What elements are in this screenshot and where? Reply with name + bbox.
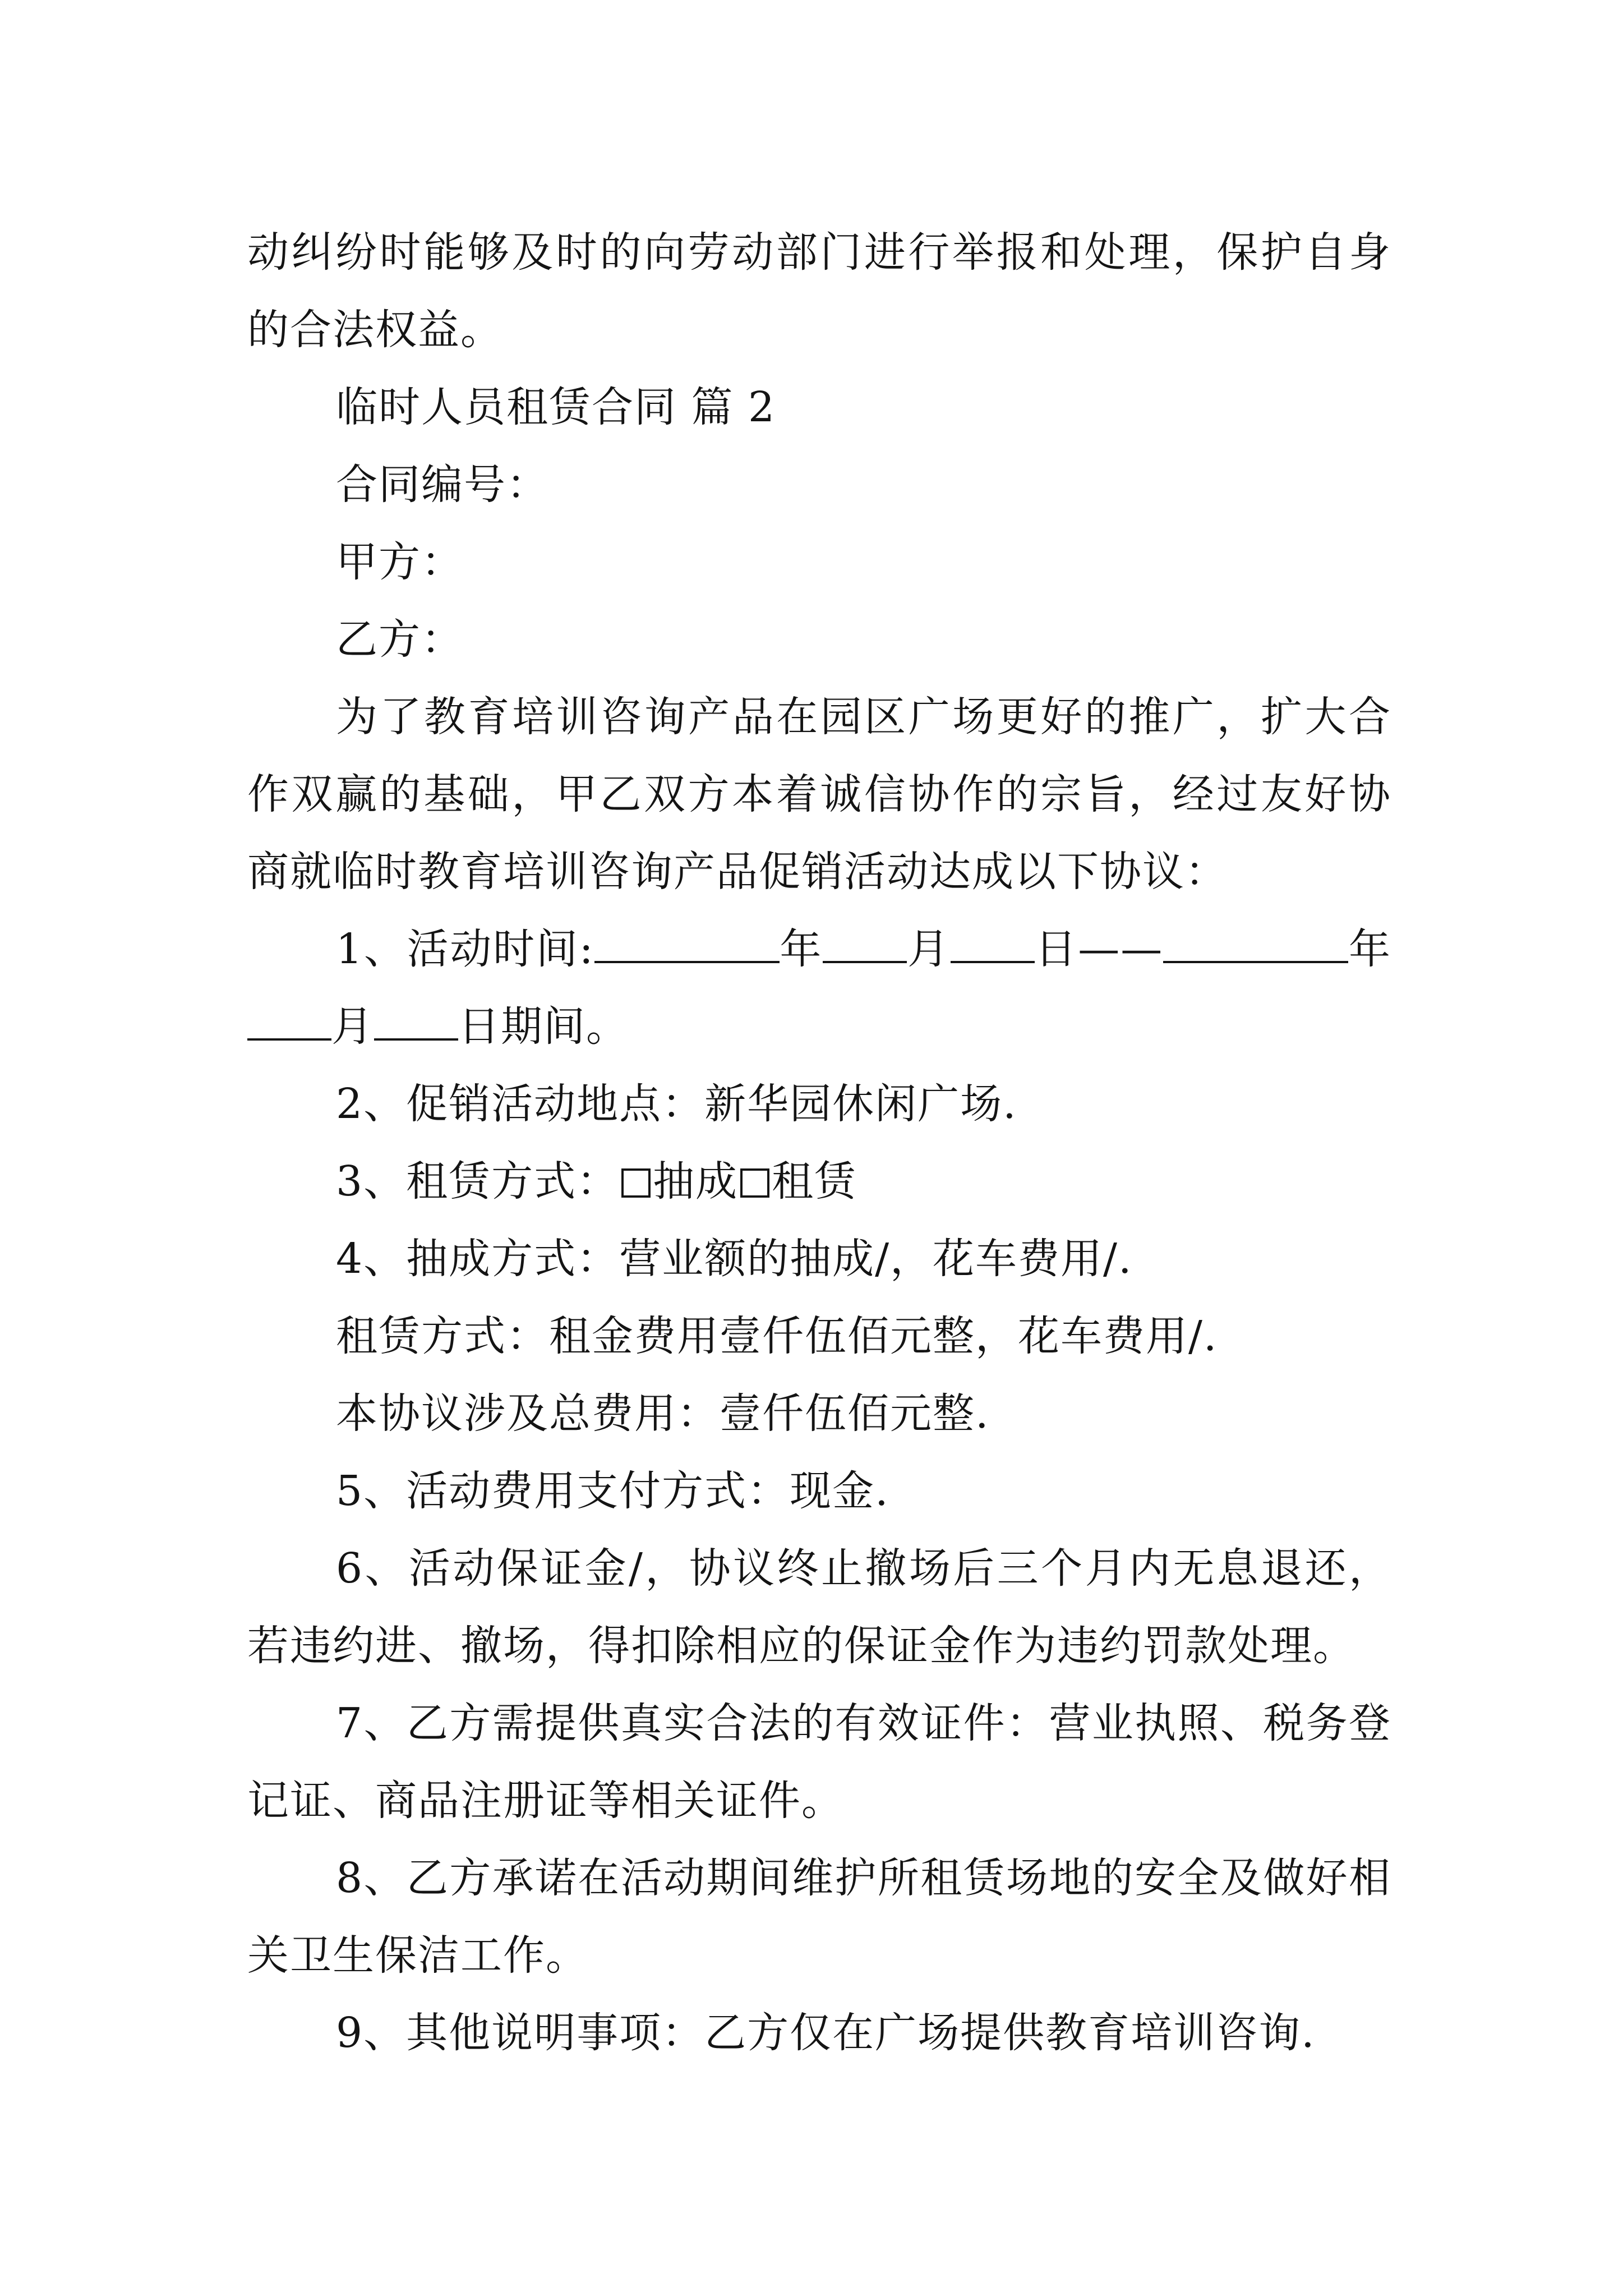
item-9-other: 9、其他说明事项：乙方仅在广场提供教育培训咨询. (336, 2009, 1316, 2057)
commission-checkbox[interactable] (621, 1168, 651, 1198)
item-7-certificates: 7、乙方需提供真实合法的有效证件：营业执照、税务登记证、商品注册证等相关证件。 (247, 1699, 1391, 1825)
lease-option-label: 租赁 (772, 1157, 857, 1205)
year-label: 年 (779, 925, 823, 973)
section-title: 临时人员租赁合同 篇 2 (336, 383, 776, 431)
commission-option-label: 抽成 (653, 1157, 739, 1205)
blank-year-start (594, 927, 780, 963)
item-3-lease-mode (247, 1143, 1391, 1220)
paragraph-continued: 动纠纷时能够及时的向劳动部门进行举报和处理，保护自身的合法权益。 (247, 228, 1391, 354)
party-b-line: 乙方： (336, 615, 464, 664)
item-4-lease: 租赁方式：租金费用壹仟伍佰元整，花车费用/. (336, 1312, 1218, 1360)
contract-number-line: 合同编号： (336, 461, 549, 509)
item-4-total: 本协议涉及总费用：壹仟伍佰元整. (336, 1389, 990, 1438)
item-8-safety: 8、乙方承诺在活动期间维护所租赁场地的安全及做好相关卫生保洁工作。 (247, 1854, 1391, 1980)
item-5-payment: 5、活动费用支付方式：现金. (336, 1467, 889, 1515)
item-3-label: 3、租赁方式： (336, 1157, 620, 1205)
lease-checkbox[interactable] (740, 1168, 769, 1198)
party-a-line: 甲方： (336, 538, 464, 586)
item-6-deposit: 6、活动保证金/，协议终止撤场后三个月内无息退还，若违约进、撤场，得扣除相应的保证金作为违约罚款处理。 (247, 1544, 1391, 1670)
blank-day-start (951, 927, 1035, 963)
document-body (247, 214, 1391, 2072)
blank-month-end (247, 1005, 331, 1041)
blank-month-start (823, 927, 907, 963)
month-label-2: 月 (331, 1002, 374, 1051)
blank-day-end (374, 1005, 458, 1041)
item-2-location: 2、促销活动地点：新华园休闲广场. (336, 1080, 1017, 1128)
item-1-activity-time (247, 910, 1391, 1065)
month-label: 月 (907, 925, 951, 973)
item-4-commission: 4、抽成方式：营业额的抽成/，花车费用/. (336, 1235, 1133, 1283)
period-end-label: 日期间。 (458, 1002, 629, 1051)
year-label-2: 年 (1348, 925, 1392, 973)
item-1-label: 1、活动时间: (336, 925, 594, 973)
blank-year-end (1163, 927, 1348, 963)
day-dash-label: 日—— (1034, 925, 1164, 973)
intro-paragraph: 为了教育培训咨询产品在园区广场更好的推广，扩大合作双赢的基础，甲乙双方本着诚信协作的宗旨，经过友好协商就临时教育培训咨询产品促销活动达成以下协议： (247, 693, 1391, 896)
